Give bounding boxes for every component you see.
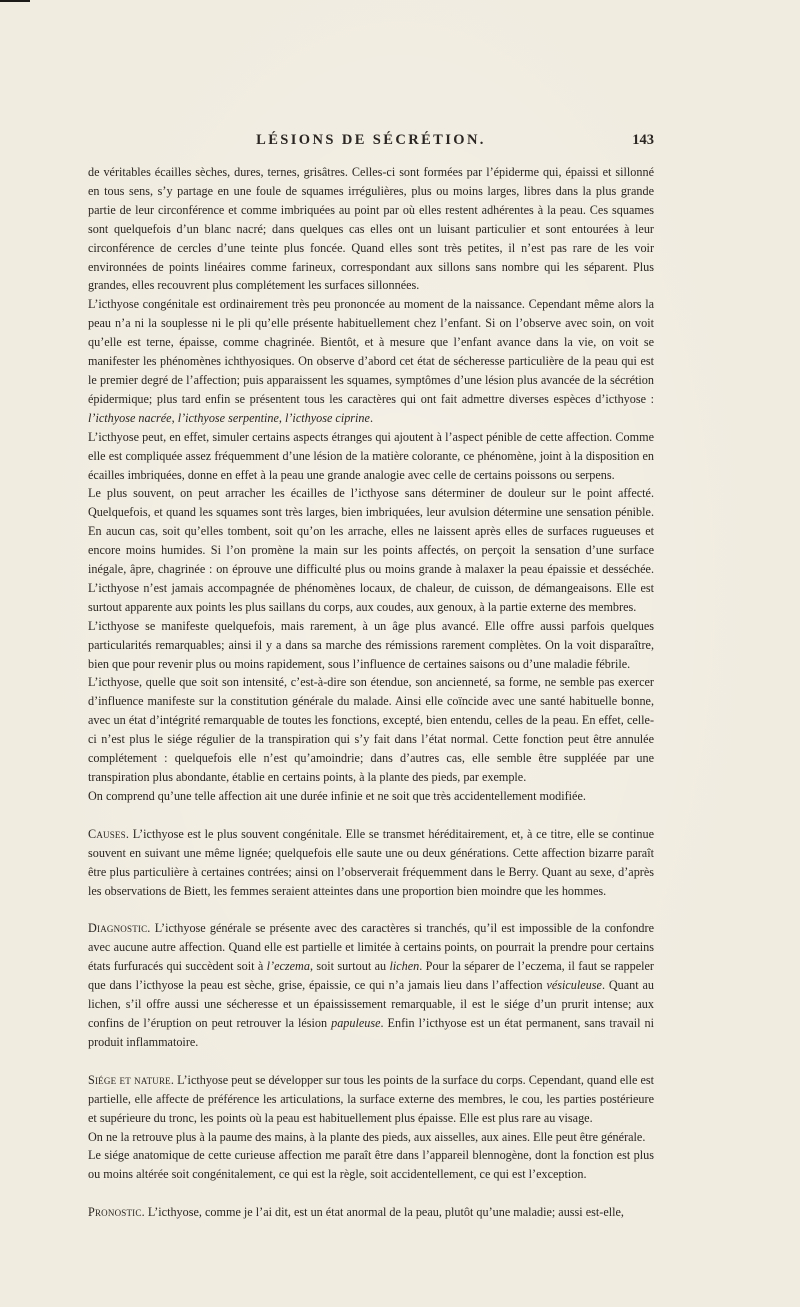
paragraph-siege-anatomy: Le siége anatomique de cette curieuse affection me paraît être dans l’appareil blennogène, dont la fonction est plus ou moins altérée soit congénitalement, ce qui est la règle, soit accidentellement, ce qui est l’exception. bbox=[88, 1148, 654, 1182]
section-pronostic-text: L’icthyose, comme je l’ai dit, est un état anormal de la peau, plutôt qu’une maladie; aussi est-elle, bbox=[144, 1205, 624, 1220]
section-label-pronostic: Pronostic. bbox=[88, 1205, 145, 1220]
running-title: LÉSIONS DE SÉCRÉTION. bbox=[256, 132, 486, 148]
paragraph-constitution: L’icthyose, quelle que soit son intensité, c’est-à-dire son étendue, son ancienneté, sa forme, ne semble pas exercer d’influence manifeste sur la constitution générale du malade. Ainsi elle coïncide avec une santé habituelle bonne, avec un état d’intégrité remarquable de toutes les fonctions, excepté, bien entendu, celles de la peau. En effet, celle-ci n’est plus le siége régulier de la transpiration qui s’y fait dans l’état normal. Cette fonction peut être annulée complétement : quelquefois elle n’est qu’amoindrie; dans d’autres cas, elle semble être suppléée par une transpiration plus abondante, établie en certains points, à la plante des pieds, par exemple. bbox=[88, 675, 654, 784]
diagnostic-text: , soit surtout au bbox=[309, 959, 390, 974]
section-siege bbox=[88, 1071, 654, 1128]
period: . bbox=[369, 410, 373, 425]
diagnostic-text: L’icthyose générale se présente avec des caractères si tranchés, qu’il est impossible de la confondre avec aucune autre affection. Quand elle est partielle et limitée à certains points, on pourrait la prendre pour certains états furfuracés qui succèdent soit à bbox=[88, 921, 654, 974]
section-label-causes: Causes. bbox=[88, 826, 130, 841]
paragraph-congenital-text: L’icthyose congénitale est ordinairement très peu prononcée au moment de la naissance. Cependant même alors la peau n’a ni la souplesse ni le pli qu’elle présente habituellement chez l’enfant. Si on l’observe avec soin, on voit qu’elle est terne, épaisse, comme chagrinée. Bientôt, et à mesure que l’enfant avance dans la vie, on voit se manifester les phénomènes ichthyosiques. On observe d’abord cet état de sécheresse particulière de la peau qui est le premier degré de l’affection; puis apparaissent les squames, symptômes d’une lésion plus avancée de la sécrétion épidermique; plus tard enfin se présentent tous les caractères qui ont fait admettre diverses espèces d’icthyose : bbox=[88, 297, 654, 406]
paragraph-duration: On comprend qu’une telle affection ait une durée infinie et ne soit que très accidentellement modifiée. bbox=[88, 788, 586, 803]
page-number: 143 bbox=[632, 132, 654, 148]
paragraph-late-onset: L’icthyose se manifeste quelquefois, mais rarement, à un âge plus avancé. Elle offre aussi parfois quelques particularités remarquables; ainsi il y a dans sa marche des rémissions rarement complètes. On la voit disparaître, bien que pour revenir plus ou moins rapidement, sous l’influence de certaines saisons ou d’une maladie fébrile. bbox=[88, 618, 654, 671]
term-eczema: l’eczema bbox=[266, 959, 310, 974]
diagnostic-text: . Enfin l’icthyose est un état permanent, sans travail ni produit inflammatoire. bbox=[88, 1015, 654, 1049]
section-pronostic bbox=[88, 1203, 654, 1222]
section-label-siege: Siége et nature. bbox=[88, 1072, 175, 1087]
section-siege-text: L’icthyose peut se développer sur tous les points de la surface du corps. Cependant, quand elle est partielle, elle affecte de préférence les articulations, la surface externe des membres, le cou, les parties postérieure et supérieure du tronc, les points où la peau est habituellement plus épaisse. Elle est plus rare au visage. bbox=[88, 1072, 655, 1125]
paragraph-scales: de véritables écailles sèches, dures, ternes, grisâtres. Celles-ci sont formées par l’épiderme qui, épaissi et sillonné en tous sens, s’y partage en une foule de squames irrégulières, plus ou moins larges, libres dans la plus grande partie de leur circonférence et comme imbriquées au point par où elles restent adhérentes à la peau. Ces squames sont quelquefois d’un blanc nacré; dans quelques cas elles ont un luisant particulier et sont entourées à leur circonférence de cercles d’une teinte plus foncée. Quand elles sont très petites, il n’est pas rare de les voir environnées de points linéaires comme farineux, correspondant aux sillons sans nombre qui les séparent. Plus grandes, elles recouvrent plus complétement les surfaces sillonnées. bbox=[88, 165, 654, 293]
term-papuleuse: papuleuse bbox=[331, 1015, 381, 1030]
variety-nacree: l’icthyose nacrée bbox=[88, 410, 172, 425]
term-vesiculeuse: vésiculeuse bbox=[546, 978, 602, 993]
separator: , bbox=[171, 410, 178, 425]
body-text bbox=[88, 163, 654, 1222]
diagnostic-text: . Quant au lichen, s’il offre aussi une sécheresse et un épaississement remarquable, il est le siége d’un prurit intense; aux confins de l’éruption on peut retrouver la lésion bbox=[88, 978, 654, 1030]
page-header bbox=[88, 130, 654, 154]
section-causes-text: L’icthyose est le plus souvent congénitale. Elle se transmet héréditairement, et, à ce titre, elle se continue souvent en suivant une même lignée; quelquefois elle saute une ou deux générations. Cette affection bizarre paraît être plus particulière à certaines contrées; ainsi on l’observerait fréquemment dans le Berry. Quant au sexe, d’après les observations de Biett, les femmes seraient atteintes dans une proportion bien moindre que les hommes. bbox=[88, 826, 654, 898]
separator: , bbox=[278, 410, 285, 425]
paragraph-removal: Le plus souvent, on peut arracher les écailles de l’icthyose sans déterminer de douleur sur le point affecté. Quelquefois, et quand les squames sont très larges, bien imbriquées, leur avulsion détermine une sensation pénible. En aucun cas, soit qu’elles tombent, soit qu’on les arrache, elles ne laissent après elles de surfaces rugueuses et encore moins humides. Si l’on promène la main sur les points affectés, on perçoit la sensation d’une surface inégale, âpre, chagrinée : on éprouve une difficulté plus ou moins grande à malaxer la peau épaissie et desséchée. L’icthyose n’est jamais accompagnée de phénomènes locaux, de chaleur, de cuisson, de démangeaisons. Elle est surtout apparente aux points les plus saillans du corps, aux coudes, aux genoux, à la partie externe des membres. bbox=[88, 486, 654, 614]
paragraph-siege-extent: On ne la retrouve plus à la paume des mains, à la plante des pieds, aux aisselles, aux aines. Elle peut être générale. bbox=[88, 1129, 646, 1144]
section-diagnostic bbox=[88, 919, 654, 1051]
variety-serpentine: l’icthyose serpentine bbox=[177, 410, 279, 425]
variety-ciprine: l’icthyose ciprine bbox=[284, 410, 370, 425]
section-causes bbox=[88, 825, 654, 901]
diagnostic-text: . Pour la séparer de l’eczema, il faut se rappeler que dans l’icthyose la peau est sèche, grise, épaissie, ce qui n’a jamais lieu dans l’affection bbox=[88, 959, 654, 993]
term-lichen: lichen bbox=[389, 959, 420, 974]
section-label-diagnostic: Diagnostic. bbox=[88, 921, 151, 936]
paragraph-aspects: L’icthyose peut, en effet, simuler certains aspects étranges qui ajoutent à l’aspect pénible de cette affection. Comme elle est compliquée assez fréquemment d’une lésion de la matière colorante, ce phénomène, joint à la disposition en écailles imbriquées, donne en effet à la peau une grande analogie avec celle de certains poissons ou serpens. bbox=[88, 429, 654, 482]
paragraph-congenital bbox=[88, 295, 654, 427]
margin-mark bbox=[0, 0, 30, 2]
